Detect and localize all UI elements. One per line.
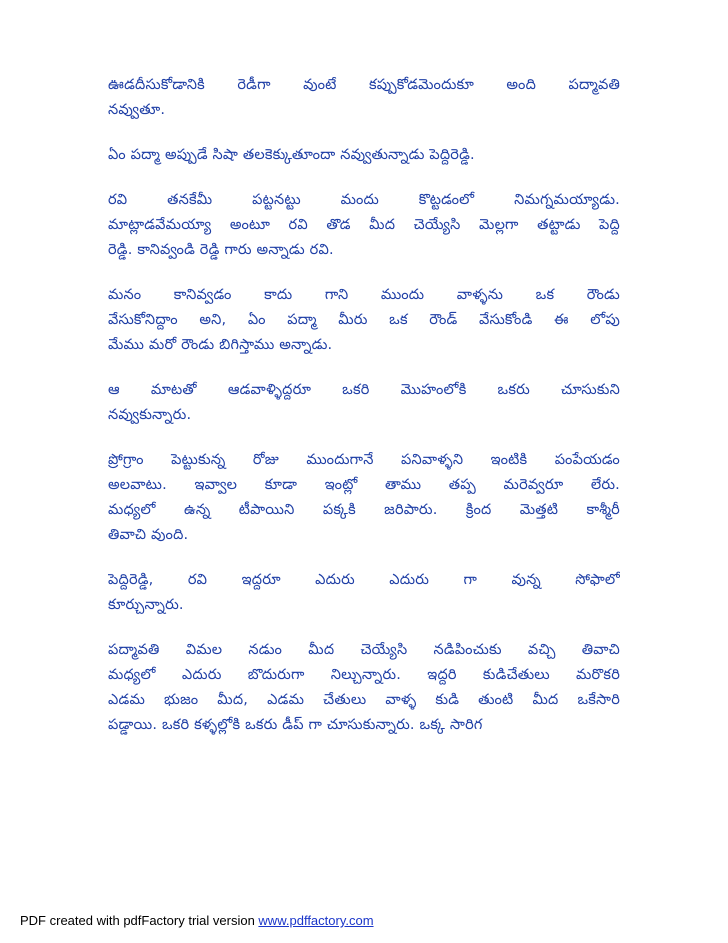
text-line: కూర్చున్నారు.: [108, 597, 184, 613]
text-line: నవ్వుతూ.: [108, 102, 166, 118]
paragraph: [108, 283, 620, 358]
paragraph: [108, 638, 620, 738]
text-line: ఎడమ భుజం మీద, ఎడమ చేతులు వాళ్ళ కుడి తుంటి మీద ఒకేసారి: [108, 692, 620, 708]
text-line: ఊడదీసుకోడానికి రెడీగా వుంటే కప్పుకోడమెందుకూ అంది పద్మావతి: [108, 77, 620, 93]
text-line: వేసుకోనిద్దాం అని, ఏం పద్మా మీరు ఒక రౌండ్ వేసుకోండి ఈ లోపు: [108, 312, 620, 328]
paragraph: [108, 143, 620, 168]
text-line: పెద్దిరెడ్డి, రవి ఇద్దరూ ఎదురు ఎదురు గా వున్న సోఫాలో: [108, 572, 620, 588]
footer-text: PDF created with pdfFactory trial version: [20, 913, 259, 928]
paragraph: [108, 378, 620, 428]
text-line: ఏం పద్మా అప్పుడే సిషా తలకెక్కుతూందా నవ్వుతున్నాడు పెద్దిరెడ్డి.: [108, 147, 475, 163]
paragraph: [108, 568, 620, 618]
document-body: [108, 73, 620, 758]
text-line: నవ్వుకున్నారు.: [108, 407, 192, 423]
text-line: మధ్యలో ఎదురు బొదురుగా నిల్చున్నారు. ఇద్దరి కుడిచేతులు మరొకరి: [108, 667, 620, 683]
text-line: మనం కానివ్వడం కాదు గాని ముందు వాళ్ళను ఒక రౌండు: [108, 287, 620, 303]
text-line: రవి తనకేమీ పట్టనట్టు మందు కొట్టడంలో నిమగ్నమయ్యాడు.: [108, 192, 620, 208]
text-line: అలవాటు. ఇవ్వాల కూడా ఇంట్లో తాము తప్ప మరెవ్వరూ లేరు.: [108, 477, 620, 493]
text-line: మాట్లాడవేమయ్యా అంటూ రవి తొడ మీద చెయ్యేసి మెల్లగా తట్టాడు పెద్ది: [108, 217, 620, 233]
text-line: ప్రోగ్రాం పెట్టుకున్న రోజు ముందుగానే పనివాళ్ళని ఇంటికి పంపేయడం: [108, 452, 620, 468]
footer-link[interactable]: www.pdffactory.com: [258, 913, 374, 928]
text-line: పడ్డాయి. ఒకరి కళ్ళల్లోకి ఒకరు డీప్ గా చూసుకున్నారు. ఒక్క సారిగ: [108, 717, 483, 733]
text-line: తివాచి వుంది.: [108, 527, 189, 543]
paragraph: [108, 73, 620, 123]
text-line: ఆ మాటతో ఆడవాళ్ళిద్దరూ ఒకరి మొహంలోకి ఒకరు చూసుకుని: [108, 382, 620, 398]
text-line: మేము మరో రౌండు బిగిస్తాము అన్నాడు.: [108, 337, 333, 353]
text-line: పద్మావతి విమల నడుం మీద చెయ్యేసి నడిపించుకు వచ్చి తివాచి: [108, 642, 620, 658]
text-line: మధ్యలో ఉన్న టీపాయిని పక్కకి జరిపారు. క్రింద మెత్తటి కాశ్మీరీ: [108, 502, 620, 518]
pdf-footer: [20, 913, 374, 928]
paragraph: [108, 188, 620, 263]
text-line: రెడ్డి. కానివ్వండి రెడ్డి గారు అన్నాడు రవి.: [108, 242, 334, 258]
paragraph: [108, 448, 620, 548]
